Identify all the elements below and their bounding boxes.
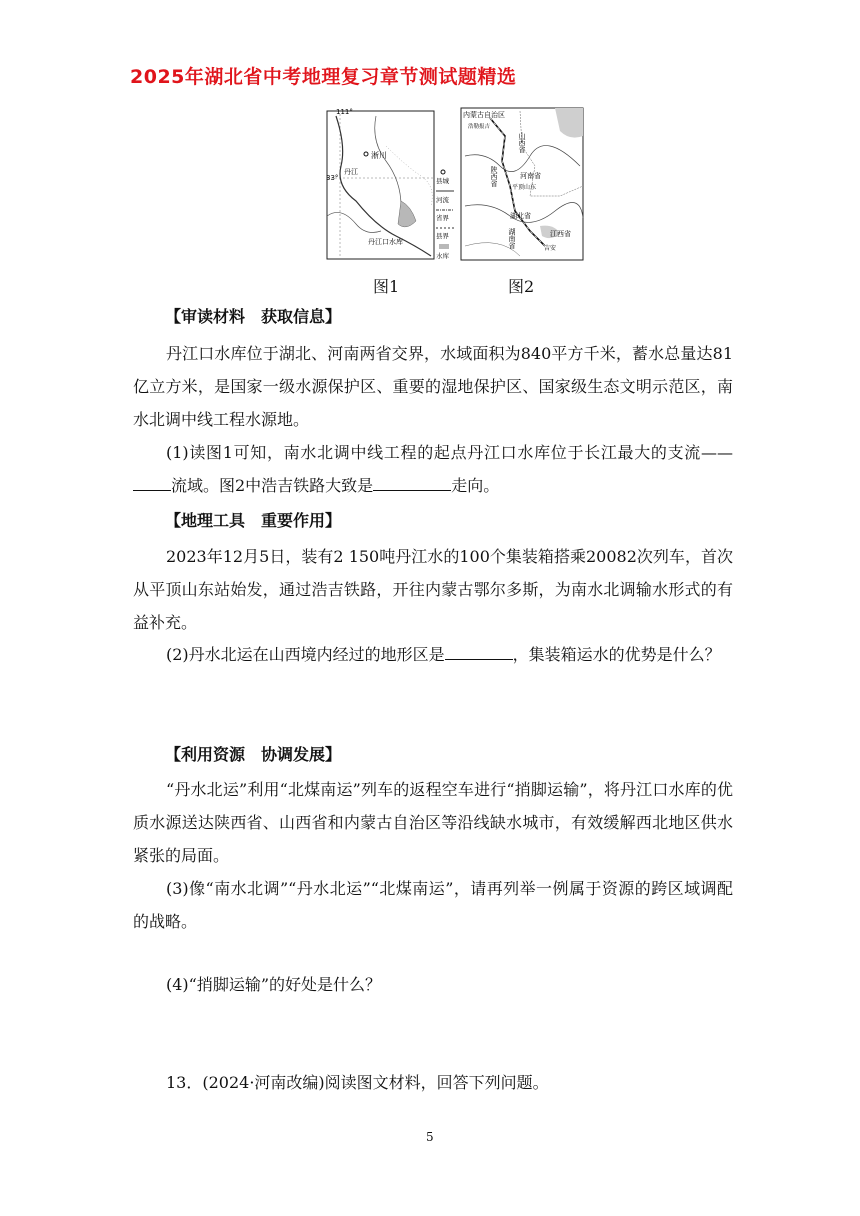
- svg-text:河流: 河流: [436, 196, 449, 204]
- question-13: 13．(2024·河南改编)阅读图文材料，回答下列问题。: [166, 1073, 549, 1092]
- fig1-lat-label: 33°: [326, 174, 339, 182]
- section-heading-3: 【利用资源 协调发展】: [165, 745, 342, 764]
- fig2-shaanxi-label: 陕西省: [490, 166, 498, 187]
- svg-text:县城: 县城: [436, 177, 449, 185]
- svg-text:县界: 县界: [436, 232, 449, 240]
- figure-1-map: [326, 106, 456, 266]
- fig2-hubei-label: 湖北省: [510, 212, 531, 220]
- page-header: 2025年湖北省中考地理复习章节测试题精选: [130, 66, 517, 88]
- fig1-legend: [436, 170, 454, 260]
- fig1-city-label: 淅川: [371, 151, 387, 160]
- fig2-jian-label: 吉安: [544, 245, 557, 252]
- figure-1-caption: 图1: [373, 277, 400, 296]
- paragraph-material-3: “丹水北运”利用“北煤南运”列车的返程空车进行“捎脚运输”，将丹江口水库的优质水源送达陕西省、山西省和内蒙古自治区等沿线缺水城市，有效缓解西北地区供水紧张的局面。: [133, 780, 733, 865]
- fig2-region-label: 内蒙古自治区: [463, 111, 505, 119]
- fig2-henan-label: 河南省: [520, 172, 541, 180]
- svg-text:水库: 水库: [436, 252, 449, 260]
- question-1: (1)读图1可知，南水北调中线工程的起点丹江口水库位于长江最大的支流——流域。图2中浩吉铁路大致是 走向。: [133, 436, 733, 502]
- fig2-shanxi-label: 山西省: [518, 132, 526, 153]
- paragraph-material-2: 2023年12月5日，装有2 150吨丹江水的100个集装箱搭乘20082次列车，首次从平顶山东站始发，通过浩吉铁路，开往内蒙古鄂尔多斯，为南水北调输水形式的有益补充。: [133, 547, 733, 632]
- fig2-pdsd-label: 平顶山东: [512, 184, 537, 191]
- question-4: (4)“捎脚运输”的好处是什么？: [166, 975, 382, 994]
- question-3: (3)像“南水北调”“丹水北运”“北煤南运”，请再列举一例属于资源的跨区域调配的战略。: [133, 879, 733, 931]
- fig2-hunan-label: 湖南省: [508, 228, 516, 249]
- figure-2-caption: 图2: [508, 277, 535, 296]
- question-2: (2)丹水北运在山西境内经过的地形区是 ，集装箱运水的优势是什么？: [166, 645, 721, 664]
- svg-text:省界: 省界: [436, 214, 449, 222]
- fig1-lon-label: 111°: [336, 108, 353, 116]
- paragraph-material-1: 丹江口水库位于湖北、河南两省交界，水域面积为840平方千米，蓄水总量达81亿立方米，是国家一级水源保护区、重要的湿地保护区、国家级生态文明示范区，南水北调中线工程水源地。: [133, 344, 733, 429]
- fig2-start-label: 浩勒报吉: [468, 124, 491, 130]
- fig1-river-label: 丹江: [344, 168, 358, 176]
- answer-blank-3[interactable]: [445, 645, 513, 660]
- section-heading-1: 【审读材料 获取信息】: [165, 307, 342, 326]
- fig2-jiangxi-label: 江西省: [550, 230, 571, 238]
- answer-blank-1[interactable]: [133, 476, 171, 491]
- page-number: 5: [426, 1130, 434, 1144]
- answer-blank-2[interactable]: [373, 476, 451, 491]
- section-heading-2: 【地理工具 重要作用】: [165, 511, 342, 530]
- figure-2-map: [460, 106, 585, 266]
- fig1-reservoir-label: 丹江口水库: [368, 238, 403, 246]
